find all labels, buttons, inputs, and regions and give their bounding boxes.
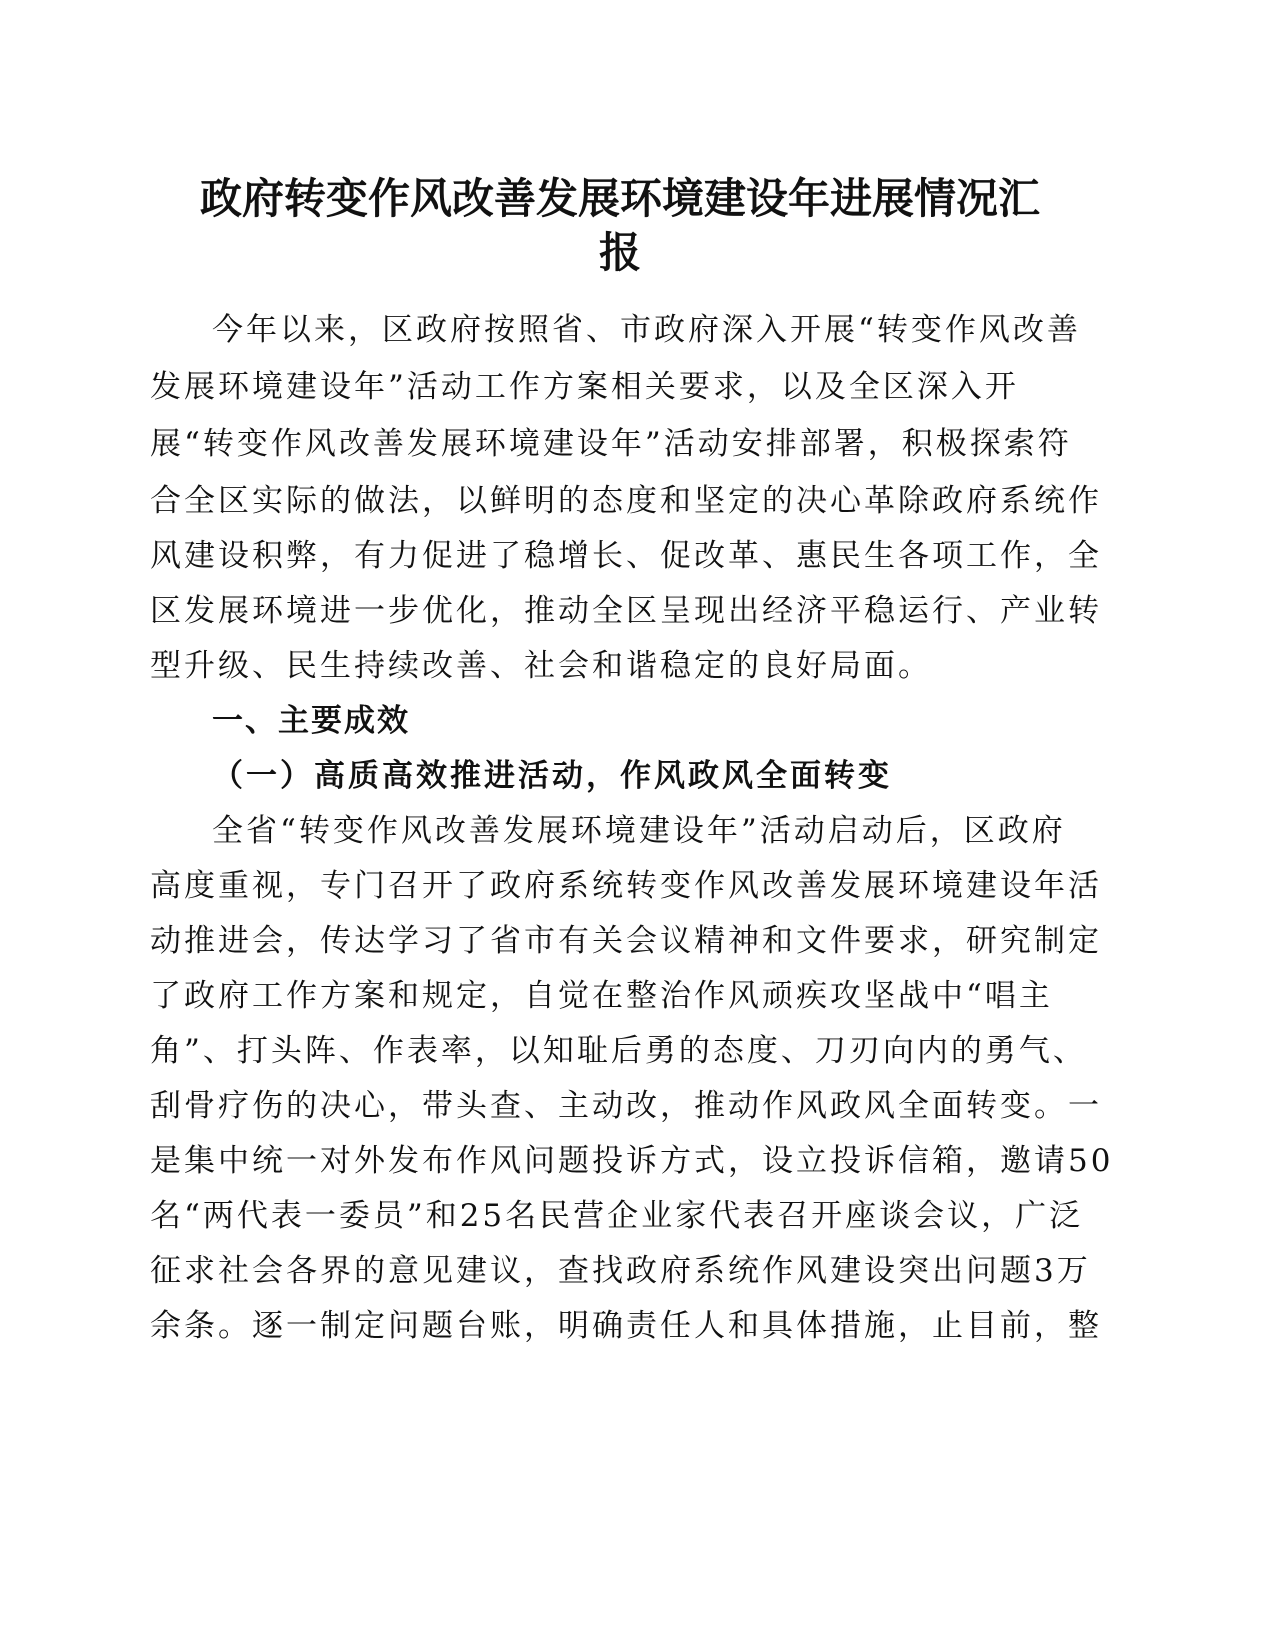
body-line: 名“两代表一委员”和25名民营企业家代表召开座谈会议，广泛 [150, 1198, 1084, 1234]
body-line: 高度重视，专门召开了政府系统转变作风改善发展环境建设年活 [150, 868, 1102, 904]
title-line-1: 政府转变作风改善发展环境建设年进展情况汇 [199, 174, 1040, 223]
body-line: 是集中统一对外发布作风问题投诉方式，设立投诉信箱，邀请50 [150, 1143, 1114, 1179]
intro-line: 区发展环境进一步优化，推动全区呈现出经济平稳运行、产业转 [150, 593, 1102, 629]
body-line: 余条。逐一制定问题台账，明确责任人和具体措施，止目前，整 [150, 1308, 1102, 1344]
intro-line: 发展环境建设年”活动工作方案相关要求，以及全区深入开 [150, 369, 1019, 405]
title-line-2: 报 [598, 228, 641, 277]
intro-line: 展“转变作风改善发展环境建设年”活动安排部署，积极探索符 [150, 426, 1072, 462]
document-title [150, 172, 1090, 280]
body-line: 角”、打头阵、作表率，以知耻后勇的态度、刀刃向内的勇气、 [150, 1033, 1087, 1069]
intro-line: 型升级、民生持续改善、社会和谐稳定的良好局面。 [150, 648, 932, 684]
subsection-heading: （一）高质高效推进活动，作风政风全面转变 [212, 758, 892, 794]
section-heading: 一、主要成效 [212, 703, 410, 739]
body-line: 动推进会，传达学习了省市有关会议精神和文件要求，研究制定 [150, 923, 1102, 959]
body-line: 全省“转变作风改善发展环境建设年”活动启动后，区政府 [212, 813, 1066, 849]
intro-line: 合全区实际的做法，以鲜明的态度和坚定的决心革除政府系统作 [150, 483, 1102, 519]
body-line: 刮骨疗伤的决心，带头查、主动改，推动作风政风全面转变。一 [150, 1088, 1102, 1124]
body-line: 了政府工作方案和规定，自觉在整治作风顽疾攻坚战中“唱主 [150, 978, 1053, 1014]
intro-line: 风建设积弊，有力促进了稳增长、促改革、惠民生各项工作，全 [150, 538, 1102, 574]
intro-line: 今年以来，区政府按照省、市政府深入开展“转变作风改善 [212, 312, 1081, 348]
body-line: 征求社会各界的意见建议，查找政府系统作风建设突出问题3万 [150, 1253, 1091, 1289]
